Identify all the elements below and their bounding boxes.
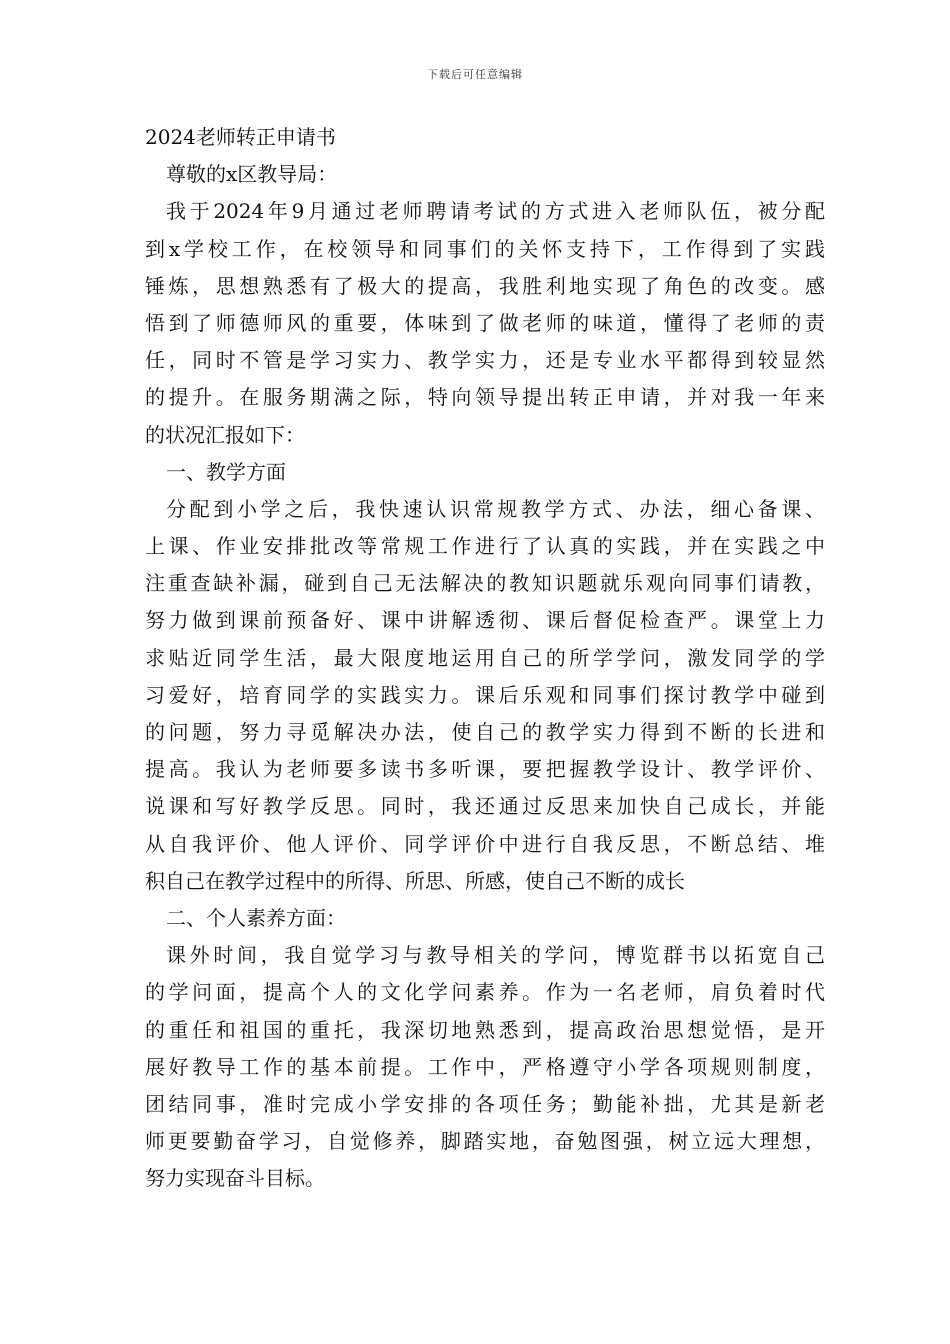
- document-line: 悟到了师德师风的重要，体味到了做老师的味道，懂得了老师的责: [145, 310, 825, 335]
- document-line: 的重任和祖国的重托，我深切地熟悉到，提高政治思想觉悟，是开: [145, 1017, 825, 1042]
- document-line: 我于2024年9月通过老师聘请考试的方式进入老师队伍，被分配: [166, 199, 825, 224]
- document-line: 从自我评价、他人评价、同学评价中进行自我反思，不断总结、堆: [145, 831, 825, 856]
- document-line: 一、教学方面: [166, 459, 286, 484]
- document-line: 锤炼，思想熟悉有了极大的提高，我胜利地实现了角色的改变。感: [145, 273, 825, 298]
- document-line: 二、个人素养方面：: [166, 905, 346, 930]
- document-line: 积自己在教学过程中的所得、所思、所感，使自己不断的成长: [145, 868, 685, 893]
- document-title: 2024老师转正申请书: [145, 125, 336, 149]
- document-line: 说课和写好教学反思。同时，我还通过反思来加快自己成长，并能: [145, 794, 825, 819]
- document-line: 习爱好，培育同学的实践实力。课后乐观和同事们探讨教学中碰到: [145, 682, 825, 707]
- document-line: 上课、作业安排批改等常规工作进行了认真的实践，并在实践之中: [145, 534, 825, 559]
- document-salutation: 尊敬的x区教导局：: [166, 162, 338, 187]
- document-line: 到x学校工作，在校领导和同事们的关怀支持下，工作得到了实践: [145, 236, 825, 261]
- document-line: 注重查缺补漏，碰到自己无法解决的教知识题就乐观向同事们请教，: [145, 571, 825, 596]
- document-body: [145, 119, 825, 1197]
- document-line: 展好教导工作的基本前提。工作中，严格遵守小学各项规则制度，: [145, 1054, 825, 1079]
- document-line: 求贴近同学生活，最大限度地运用自己的所学学问，激发同学的学: [145, 645, 825, 670]
- document-line: 的提升。在服务期满之际，特向领导提出转正申请，并对我一年来: [145, 385, 825, 410]
- document-line: 的状况汇报如下：: [145, 422, 305, 447]
- document-line: 努力实现奋斗目标。: [145, 1166, 325, 1191]
- document-line: 提高。我认为老师要多读书多听课，要把握教学设计、教学评价、: [145, 757, 825, 782]
- document-paragraphs: [145, 193, 825, 1197]
- page-header-note: 下载后可任意编辑: [427, 68, 523, 81]
- document-line: 分配到小学之后，我快速认识常规教学方式、办法，细心备课、: [166, 496, 825, 521]
- document-line: 努力做到课前预备好、课中讲解透彻、课后督促检查严。课堂上力: [145, 608, 825, 633]
- document-line: 师更要勤奋学习，自觉修养，脚踏实地，奋勉图强，树立远大理想，: [145, 1129, 825, 1154]
- document-line: 的学问面，提高个人的文化学问素养。作为一名老师，肩负着时代: [145, 980, 825, 1005]
- document-line: 任，同时不管是学习实力、教学实力，还是专业水平都得到较显然: [145, 348, 825, 373]
- document-line: 团结同事，准时完成小学安排的各项任务；勤能补拙，尤其是新老: [145, 1091, 825, 1116]
- document-line: 课外时间，我自觉学习与教导相关的学问，博览群书以拓宽自己: [166, 943, 825, 968]
- document-line: 的问题，努力寻觅解决办法，使自己的教学实力得到不断的长进和: [145, 720, 825, 744]
